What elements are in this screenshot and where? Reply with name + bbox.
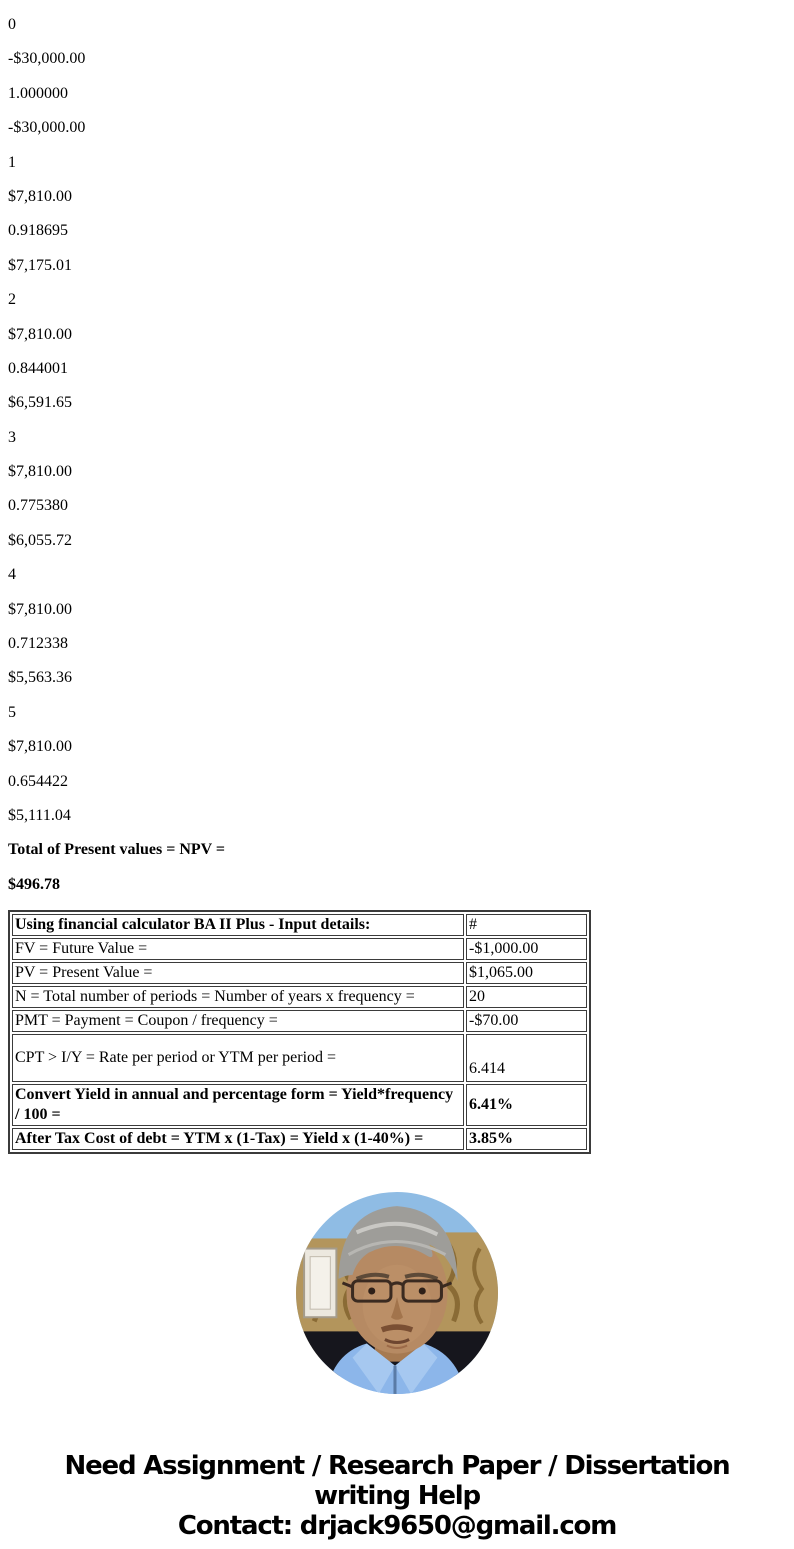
- table-row-after-tax: [12, 1128, 587, 1150]
- row-value: 6.41%: [466, 1084, 587, 1126]
- npv-line: 0.844001: [8, 359, 68, 377]
- npv-line: 0.775380: [8, 497, 68, 515]
- footer-line: Need Assignment / Research Paper / Dissertation: [64, 1451, 730, 1482]
- table-row-cpt-iy: [12, 1034, 587, 1082]
- npv-line: -$30,000.00: [8, 50, 86, 68]
- npv-line: 1.000000: [8, 84, 68, 102]
- table-header-row: [12, 914, 587, 936]
- npv-line: $7,810.00: [8, 463, 72, 481]
- npv-line: 0.712338: [8, 635, 68, 653]
- npv-line: $6,055.72: [8, 531, 72, 549]
- row-label: PMT = Payment = Coupon / frequency =: [12, 1010, 464, 1032]
- npv-line: 5: [8, 703, 16, 721]
- calculator-input-table: [8, 910, 591, 1154]
- row-label: CPT > I/Y = Rate per period or YTM per period =: [12, 1034, 464, 1082]
- npv-line: $7,175.01: [8, 256, 72, 274]
- npv-line: $7,810.00: [8, 325, 72, 343]
- footer-ad: [8, 1451, 786, 1541]
- row-label: PV = Present Value =: [12, 962, 464, 984]
- npv-line: $5,563.36: [8, 669, 72, 687]
- npv-total-label: Total of Present values = NPV =: [8, 841, 226, 859]
- footer-contact-email: Contact: drjack9650@gmail.com: [177, 1511, 617, 1542]
- row-value: 6.414: [466, 1034, 587, 1082]
- row-value: 20: [466, 986, 587, 1008]
- row-label: N = Total number of periods = Number of years x frequency =: [12, 986, 464, 1008]
- npv-line: $6,591.65: [8, 394, 72, 412]
- row-value: -$70.00: [466, 1010, 587, 1032]
- npv-line: 0.918695: [8, 222, 68, 240]
- tutor-photo: [296, 1192, 498, 1394]
- npv-total-value: $496.78: [8, 875, 60, 893]
- row-value: $1,065.00: [466, 962, 587, 984]
- npv-line: $7,810.00: [8, 187, 72, 205]
- table-header-label: Using financial calculator BA II Plus - Input details:: [12, 914, 464, 936]
- footer-line: writing Help: [314, 1481, 480, 1512]
- npv-line: $5,111.04: [8, 806, 71, 824]
- npv-line: -$30,000.00: [8, 119, 86, 137]
- npv-line: 3: [8, 428, 16, 446]
- npv-line: 4: [8, 566, 16, 584]
- table-header-value: #: [466, 914, 587, 936]
- npv-line: $7,810.00: [8, 738, 72, 756]
- table-row-pv: [12, 962, 587, 984]
- table-row-n: [12, 986, 587, 1008]
- npv-line: 0: [8, 16, 16, 33]
- npv-line: 2: [8, 291, 16, 309]
- npv-line: 1: [8, 153, 16, 171]
- row-value: 3.85%: [466, 1128, 587, 1150]
- npv-line: $7,810.00: [8, 600, 72, 618]
- table-row-pmt: [12, 1010, 587, 1032]
- row-label: After Tax Cost of debt = YTM x (1-Tax) = Yield x (1-40%) =: [12, 1128, 464, 1150]
- table-row-fv: [12, 938, 587, 960]
- row-label: FV = Future Value =: [12, 938, 464, 960]
- npv-working: [8, 16, 786, 894]
- photo-section: [8, 1192, 786, 1399]
- table-row-convert-yield: [12, 1084, 587, 1126]
- npv-line: 0.654422: [8, 772, 68, 790]
- row-value: -$1,000.00: [466, 938, 587, 960]
- row-label: Convert Yield in annual and percentage form = Yield*frequency / 100 =: [12, 1084, 464, 1126]
